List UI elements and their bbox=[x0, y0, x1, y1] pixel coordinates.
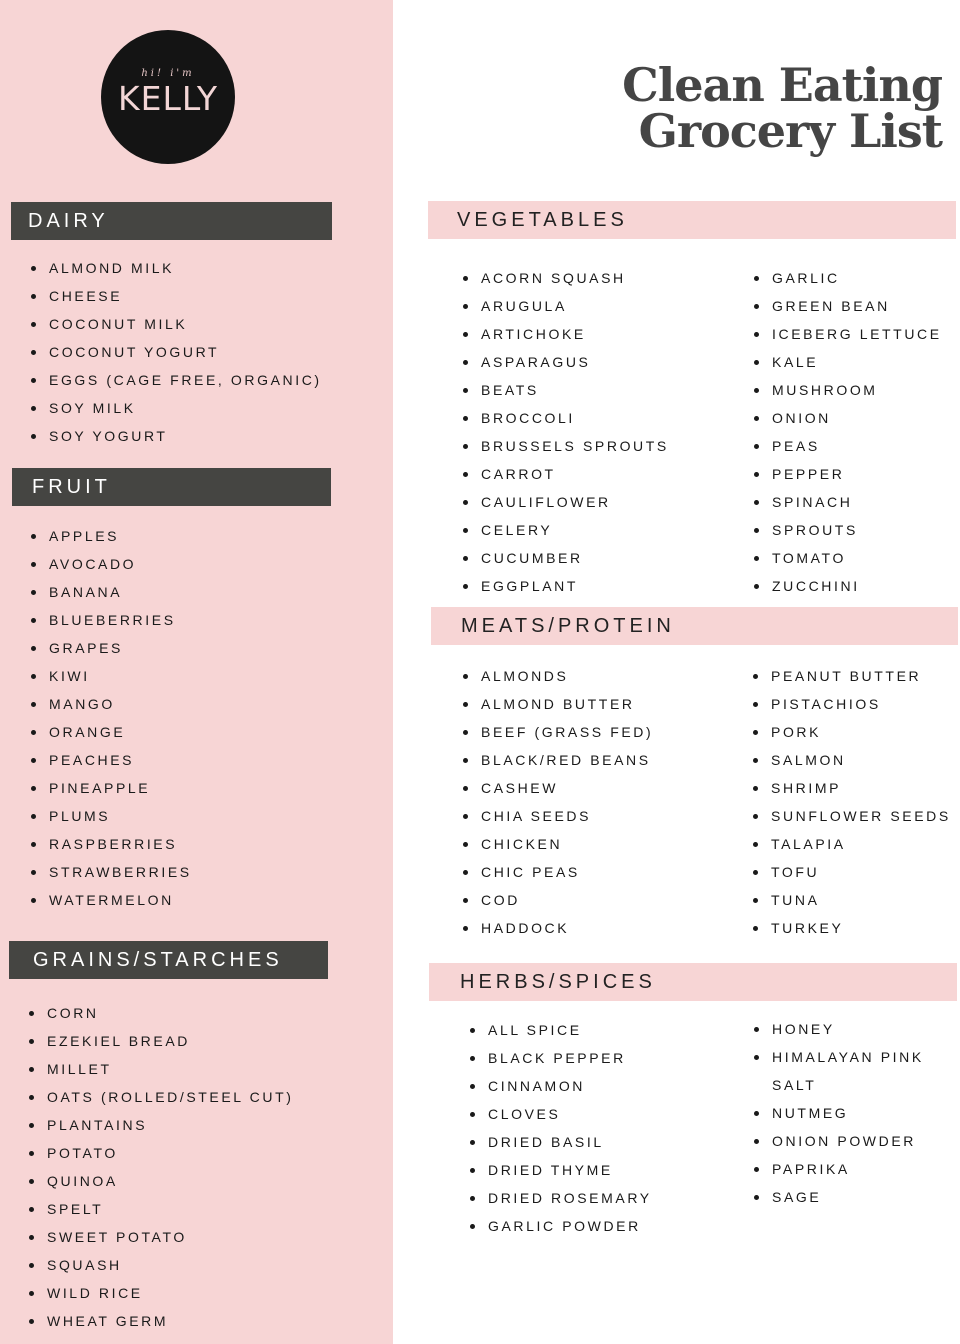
list-item: KALE bbox=[753, 348, 942, 376]
list-item: BLACK PEPPER bbox=[469, 1044, 652, 1072]
list-item: SALMON bbox=[752, 746, 951, 774]
list-item: SUNFLOWER SEEDS bbox=[752, 802, 951, 830]
title-line-1: Clean Eating bbox=[622, 58, 942, 112]
list-item: CHEESE bbox=[30, 282, 322, 310]
list-item: SPELT bbox=[28, 1195, 294, 1223]
list-item: SQUASH bbox=[28, 1251, 294, 1279]
list-item: PLANTAINS bbox=[28, 1111, 294, 1139]
list-item: PAPRIKA bbox=[753, 1155, 924, 1183]
herbs-list-col2 bbox=[753, 1015, 924, 1211]
list-item: BRUSSELS SPROUTS bbox=[462, 432, 669, 460]
list-item: MANGO bbox=[30, 690, 192, 718]
list-item: COCONUT MILK bbox=[30, 310, 322, 338]
list-item: QUINOA bbox=[28, 1167, 294, 1195]
list-item: CUCUMBER bbox=[462, 544, 669, 572]
list-item: APPLES bbox=[30, 522, 192, 550]
meats-list-col1 bbox=[462, 662, 653, 942]
list-item: ONION POWDER bbox=[753, 1127, 924, 1155]
list-item: TOFU bbox=[752, 858, 951, 886]
logo bbox=[101, 30, 235, 164]
page-title bbox=[522, 58, 942, 158]
list-item: ARUGULA bbox=[462, 292, 669, 320]
grains-list bbox=[28, 999, 294, 1335]
list-item: HIMALAYAN PINK bbox=[753, 1043, 924, 1071]
list-item: CARROT bbox=[462, 460, 669, 488]
list-item: AVOCADO bbox=[30, 550, 192, 578]
list-item: BANANA bbox=[30, 578, 192, 606]
list-item: COD bbox=[462, 886, 653, 914]
list-item: CASHEW bbox=[462, 774, 653, 802]
list-item: KIWI bbox=[30, 662, 192, 690]
list-item: COCONUT YOGURT bbox=[30, 338, 322, 366]
vegetables-list-col1 bbox=[462, 264, 669, 600]
list-item: PINEAPPLE bbox=[30, 774, 192, 802]
list-item: TUNA bbox=[752, 886, 951, 914]
list-item: HADDOCK bbox=[462, 914, 653, 942]
list-item: ACORN SQUASH bbox=[462, 264, 669, 292]
list-item: WATERMELON bbox=[30, 886, 192, 914]
list-item: SPINACH bbox=[753, 488, 942, 516]
list-item: SWEET POTATO bbox=[28, 1223, 294, 1251]
list-item: BEATS bbox=[462, 376, 669, 404]
fruit-header: FRUIT bbox=[12, 468, 331, 506]
list-item: BROCCOLI bbox=[462, 404, 669, 432]
vegetables-list-col2 bbox=[753, 264, 942, 600]
herbs-header: HERBS/SPICES bbox=[429, 963, 957, 1001]
list-item: SPROUTS bbox=[753, 516, 942, 544]
herbs-list-col1 bbox=[469, 1016, 652, 1240]
list-item: PEANUT BUTTER bbox=[752, 662, 951, 690]
list-item: TALAPIA bbox=[752, 830, 951, 858]
list-item: CINNAMON bbox=[469, 1072, 652, 1100]
list-item: SOY YOGURT bbox=[30, 422, 322, 450]
list-item: ICEBERG LETTUCE bbox=[753, 320, 942, 348]
list-item: PLUMS bbox=[30, 802, 192, 830]
list-item: CHIA SEEDS bbox=[462, 802, 653, 830]
list-item: GRAPES bbox=[30, 634, 192, 662]
list-item: TOMATO bbox=[753, 544, 942, 572]
dairy-list bbox=[30, 254, 322, 450]
list-item: HONEY bbox=[753, 1015, 924, 1043]
list-item: DRIED ROSEMARY bbox=[469, 1184, 652, 1212]
list-item: ZUCCHINI bbox=[753, 572, 942, 600]
list-item: NUTMEG bbox=[753, 1099, 924, 1127]
vegetables-header: VEGETABLES bbox=[428, 201, 956, 239]
list-item: RASPBERRIES bbox=[30, 830, 192, 858]
list-item: GARLIC POWDER bbox=[469, 1212, 652, 1240]
list-item: CLOVES bbox=[469, 1100, 652, 1128]
list-item: PORK bbox=[752, 718, 951, 746]
list-item: CELERY bbox=[462, 516, 669, 544]
list-item: MILLET bbox=[28, 1055, 294, 1083]
list-item: EGGPLANT bbox=[462, 572, 669, 600]
list-item: PEPPER bbox=[753, 460, 942, 488]
list-item: EZEKIEL BREAD bbox=[28, 1027, 294, 1055]
list-item: TURKEY bbox=[752, 914, 951, 942]
list-item: ORANGE bbox=[30, 718, 192, 746]
list-item: PEAS bbox=[753, 432, 942, 460]
list-item: CHICKEN bbox=[462, 830, 653, 858]
list-item: BLUEBERRIES bbox=[30, 606, 192, 634]
list-item: ALL SPICE bbox=[469, 1016, 652, 1044]
list-item: ONION bbox=[753, 404, 942, 432]
list-item: ARTICHOKE bbox=[462, 320, 669, 348]
list-item: MUSHROOM bbox=[753, 376, 942, 404]
list-item: WILD RICE bbox=[28, 1279, 294, 1307]
list-item: SAGE bbox=[753, 1183, 924, 1211]
dairy-header: DAIRY bbox=[11, 202, 332, 240]
list-item: EGGS (CAGE FREE, ORGANIC) bbox=[30, 366, 322, 394]
list-item: GARLIC bbox=[753, 264, 942, 292]
list-item: ALMOND MILK bbox=[30, 254, 322, 282]
list-item: WHEAT GERM bbox=[28, 1307, 294, 1335]
list-item: DRIED BASIL bbox=[469, 1128, 652, 1156]
list-item: PISTACHIOS bbox=[752, 690, 951, 718]
list-item: ALMOND BUTTER bbox=[462, 690, 653, 718]
list-item: ALMONDS bbox=[462, 662, 653, 690]
list-item: ASPARAGUS bbox=[462, 348, 669, 376]
logo-name: KELLY bbox=[117, 79, 219, 118]
list-item: CAULIFLOWER bbox=[462, 488, 669, 516]
list-item: OATS (ROLLED/STEEL CUT) bbox=[28, 1083, 294, 1111]
meats-list-col2 bbox=[752, 662, 951, 942]
list-item: CHIC PEAS bbox=[462, 858, 653, 886]
list-item: PEACHES bbox=[30, 746, 192, 774]
list-item: SHRIMP bbox=[752, 774, 951, 802]
logo-script: hi! i'm bbox=[141, 68, 195, 79]
list-item: BLACK/RED BEANS bbox=[462, 746, 653, 774]
list-item: POTATO bbox=[28, 1139, 294, 1167]
list-item: CORN bbox=[28, 999, 294, 1027]
fruit-list bbox=[30, 522, 192, 914]
list-item: DRIED THYME bbox=[469, 1156, 652, 1184]
meats-header: MEATS/PROTEIN bbox=[431, 607, 958, 645]
list-item: GREEN BEAN bbox=[753, 292, 942, 320]
list-item: SOY MILK bbox=[30, 394, 322, 422]
list-item: STRAWBERRIES bbox=[30, 858, 192, 886]
grains-header: GRAINS/STARCHES bbox=[9, 941, 328, 979]
list-item: BEEF (GRASS FED) bbox=[462, 718, 653, 746]
list-item-continuation: SALT bbox=[772, 1077, 817, 1093]
title-line-2: Grocery List bbox=[638, 104, 942, 158]
